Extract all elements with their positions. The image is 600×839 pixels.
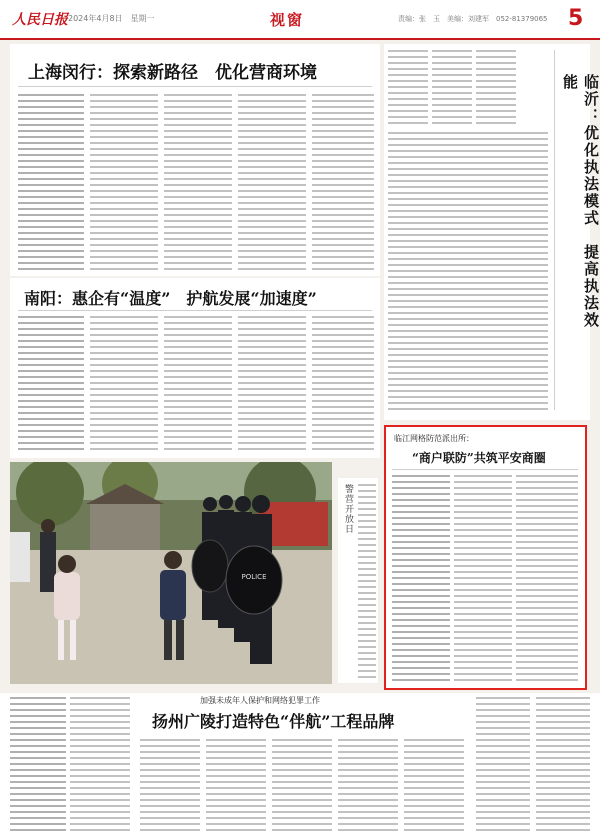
masthead	[0, 0, 600, 40]
headline-yangzhou: 扬州广陵打造特色“伴航”工程品牌	[152, 712, 395, 731]
newspaper-logo: 人民日报	[12, 12, 68, 28]
police-vest-text: POLICE	[241, 573, 267, 581]
kicker-yangzhou: 加强未成年人保护和网络犯罪工作	[200, 696, 320, 705]
article-shanghai	[10, 44, 380, 276]
police-children-photo	[10, 462, 332, 684]
article-yangzhou	[0, 693, 600, 839]
issue-date: 2024年4月8日 星期一	[68, 14, 155, 23]
photo-caption-vertical: 警营开放日	[343, 484, 353, 534]
highlighted-article-hangzhou[interactable]	[384, 425, 587, 690]
article-nanyang	[10, 278, 380, 458]
photo-illustration	[10, 462, 332, 684]
editor-credits: 责编：张 玉 美编：刘建军 052-81379065	[398, 15, 548, 23]
kicker-hangzhou: 临江网格防范派出所：	[394, 434, 474, 443]
headline-linyi: 临沂：优化执法模式 提高执法效能	[561, 74, 600, 329]
headline-nanyang: 南阳：惠企有“温度” 护航发展“加速度”	[24, 289, 317, 308]
photo-caption	[338, 478, 378, 683]
section-title: 视窗	[270, 11, 305, 29]
article-linyi	[384, 44, 600, 420]
headline-shanghai: 上海闵行：探索新路径 优化营商环境	[28, 63, 317, 83]
headline-hangzhou: “商户联防”共筑平安商圈	[412, 451, 546, 465]
page-number: 5	[568, 6, 584, 31]
